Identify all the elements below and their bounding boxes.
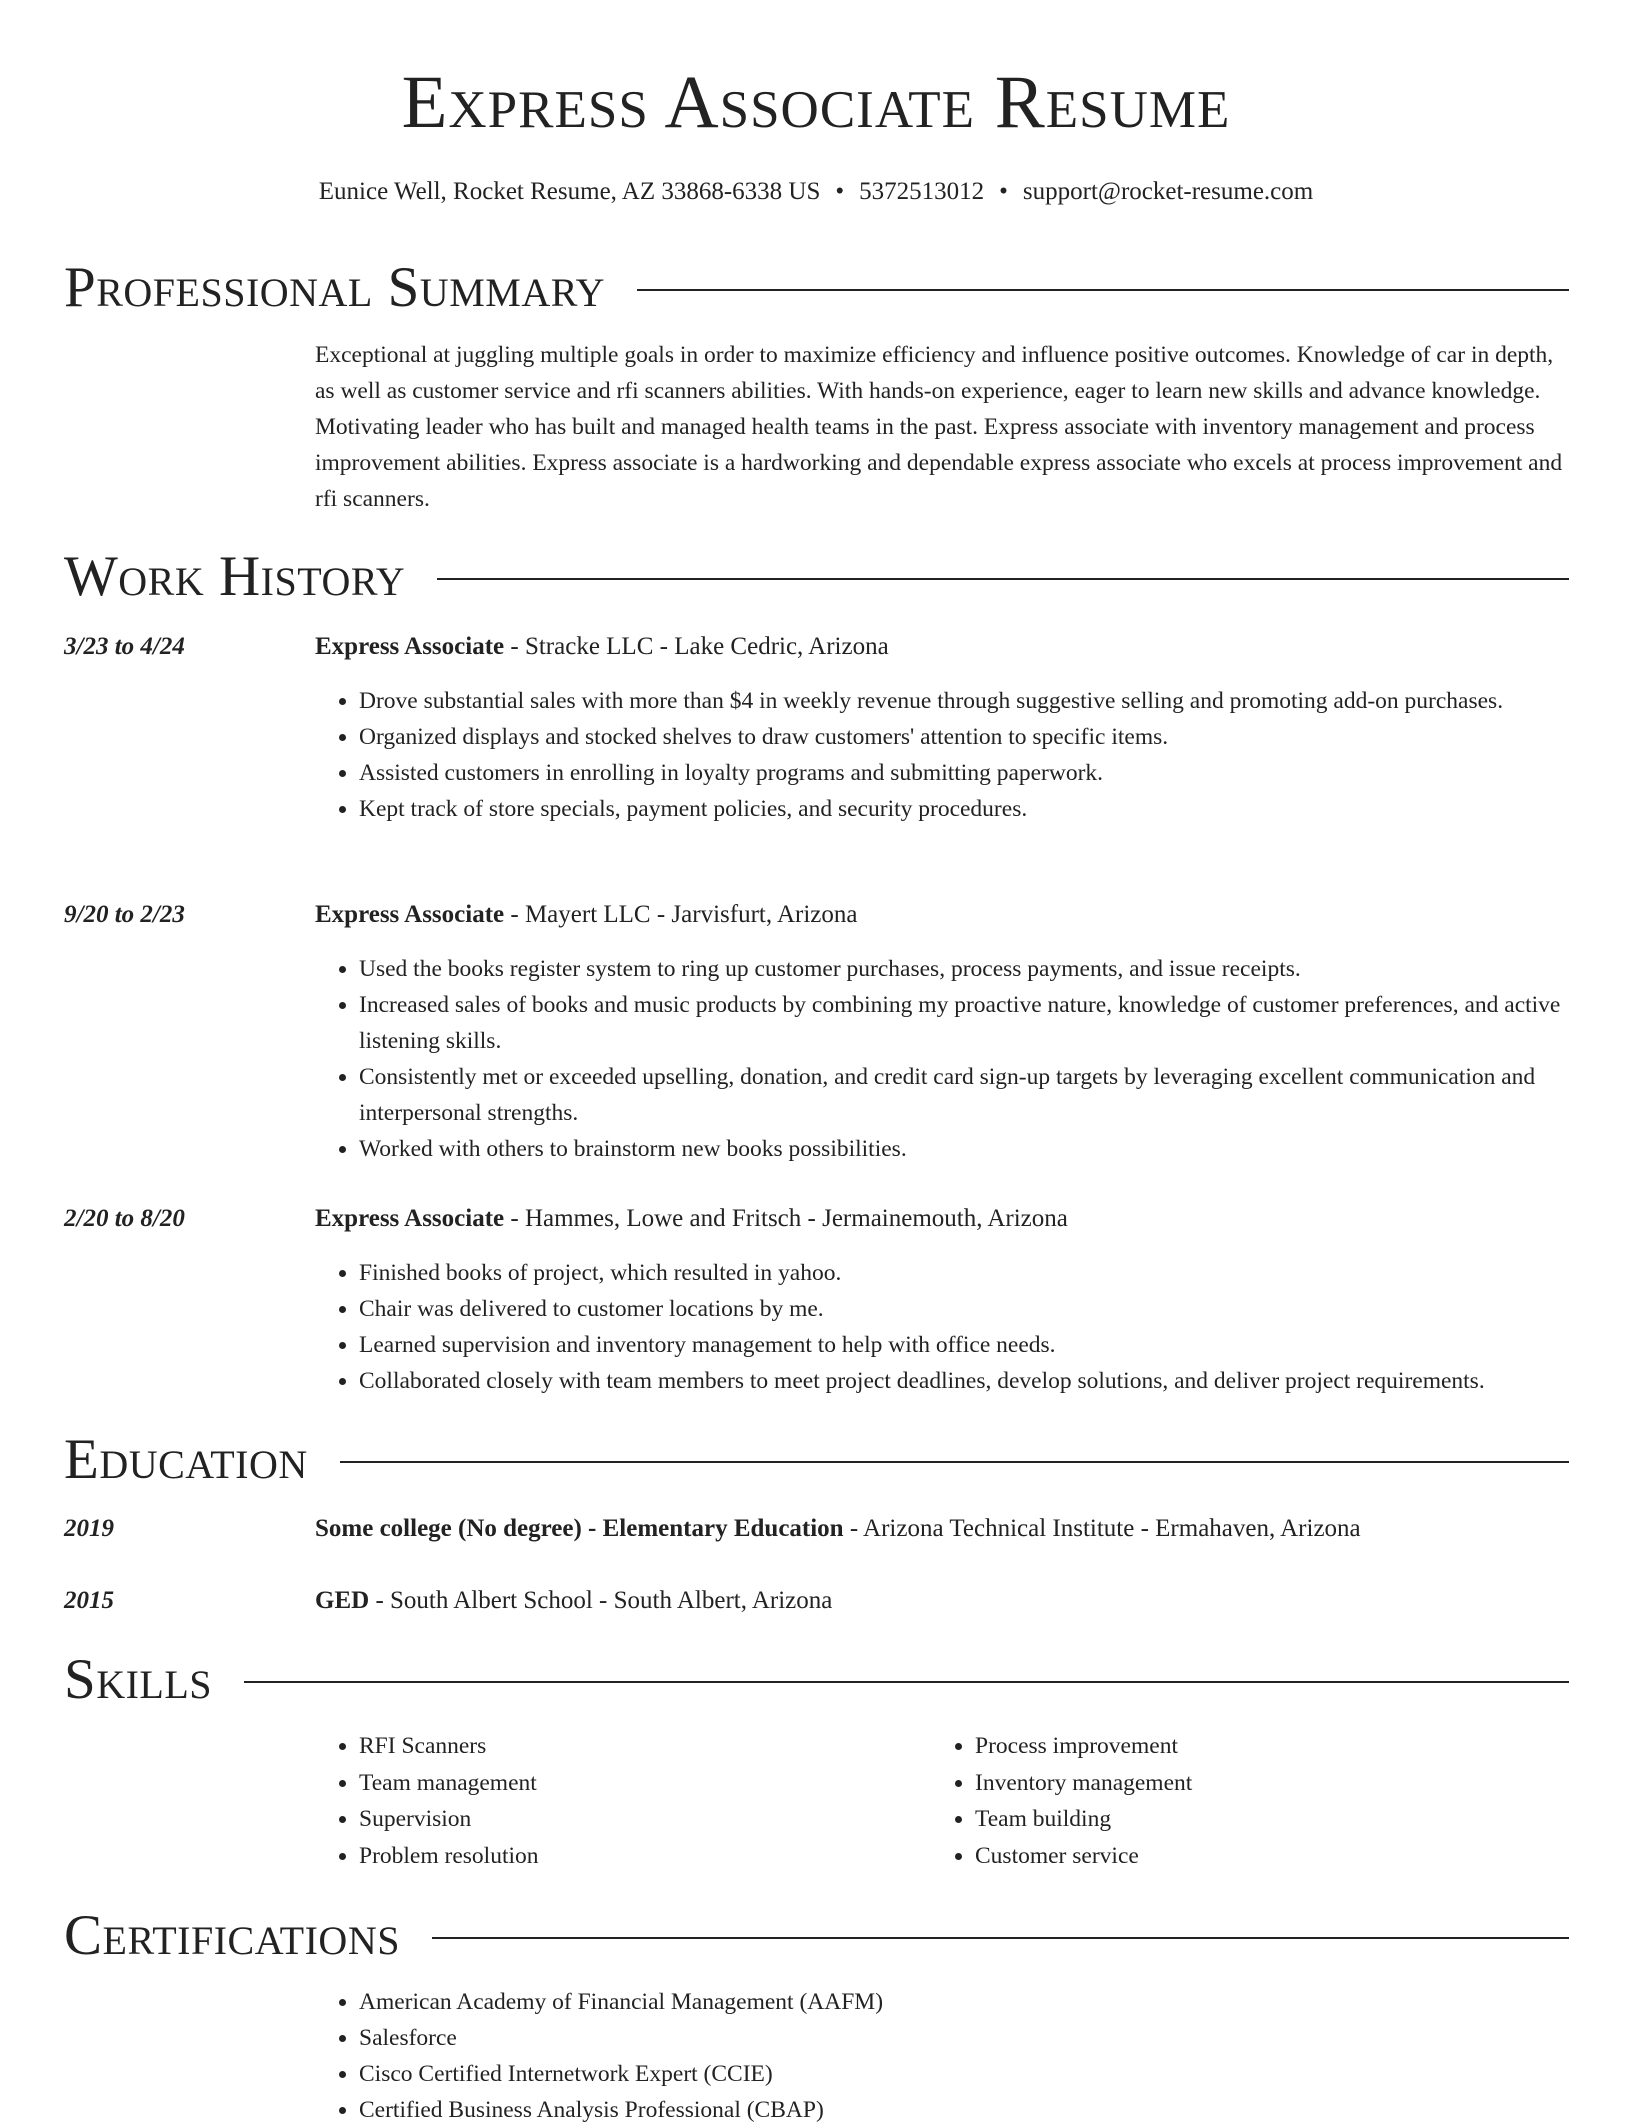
job-bullet: • Assisted customers in enrolling in loyalty programs and submitting paperwork.: [359, 755, 1570, 791]
contact-separator: •: [835, 178, 845, 205]
section-divider: [340, 1461, 1569, 1463]
job-title: Express Associate: [315, 1205, 505, 1232]
summary-text: Exceptional at juggling multiple goals in order to maximize efficiency and influence positive outcomes. Knowledge of car in depth, as well as customer service and rfi scanners abilities. With hands-on experience, eager to learn new skills and advance knowledge. Motivating leader who has built and managed health teams in the past. Express associate with inventory management and process improvement abilities. Express associate is a hardworking and dependable express associate who excels at process improvement and rfi scanners.: [315, 342, 1563, 512]
skills-column-2: [931, 1728, 1535, 1874]
certification-item: • Certified Business Analysis Professional (CBAP): [359, 2092, 1570, 2128]
job-bullet: • Finished books of project, which resulted in yahoo.: [359, 1255, 1570, 1291]
skills-heading: [64, 1650, 1569, 1710]
job-bullet: • Consistently met or exceeded upselling, donation, and credit card sign-up targets by leveraging excellent communication and interpersonal strengths.: [359, 1059, 1570, 1131]
job-bullet: • Used the books register system to ring up customer purchases, process payments, and issue receipts.: [359, 951, 1570, 987]
job-employer: - Mayert LLC - Jarvisfurt, Arizona: [504, 901, 858, 928]
job-bullet: • Organized displays and stocked shelves to draw customers' attention to specific items.: [359, 719, 1570, 755]
education-line: [315, 1511, 1570, 1547]
job-bullets: [315, 951, 1570, 1167]
education-school: - South Albert School - South Albert, Arizona: [369, 1587, 833, 1614]
education-year: 2019: [64, 1515, 114, 1542]
skill-item: • Inventory management: [975, 1765, 1535, 1802]
job-dates: 2/20 to 8/20: [64, 1205, 185, 1232]
contact-separator: •: [999, 178, 1008, 205]
contact-address: Eunice Well, Rocket Resume, AZ 33868-6338 US: [318, 178, 821, 205]
skill-item: • Problem resolution: [359, 1838, 919, 1875]
section-divider: [244, 1681, 1569, 1683]
job-employer: - Stracke LLC - Lake Cedric, Arizona: [504, 633, 889, 660]
education-school: - Arizona Technical Institute - Ermahaven, Arizona: [843, 1515, 1361, 1542]
job-employer: - Hammes, Lowe and Fritsch - Jermainemouth, Arizona: [504, 1205, 1068, 1232]
education-heading-text: Education: [64, 1428, 308, 1491]
education-degree: GED: [315, 1587, 370, 1614]
job-bullets: [315, 683, 1570, 827]
certifications-heading-text: Certifications: [64, 1904, 400, 1967]
job-title-line: [315, 1201, 1570, 1237]
job-dates: 3/23 to 4/24: [64, 633, 185, 660]
section-divider: [637, 289, 1569, 291]
skill-item: • RFI Scanners: [359, 1728, 919, 1765]
skill-item: • Supervision: [359, 1801, 919, 1838]
job-bullet: • Chair was delivered to customer locations by me.: [359, 1291, 1570, 1327]
job-title: Express Associate: [315, 633, 505, 660]
job-dates: 9/20 to 2/23: [64, 901, 185, 928]
section-divider: [432, 1937, 1569, 1939]
skill-item: • Process improvement: [975, 1728, 1535, 1765]
skill-item: • Team building: [975, 1801, 1535, 1838]
contact-phone: 5372513012: [859, 178, 985, 205]
certification-item: • Cisco Certified Internetwork Expert (CCIE): [359, 2056, 1570, 2092]
education-line: [315, 1583, 1570, 1619]
job-bullet: • Learned supervision and inventory management to help with office needs.: [359, 1327, 1570, 1363]
skill-item: • Team management: [359, 1765, 919, 1802]
job-bullet: • Increased sales of books and music products by combining my proactive nature, knowledge of customer preferences, and active listening skills.: [359, 987, 1570, 1059]
job-bullet: • Collaborated closely with team members to meet project deadlines, develop solutions, and deliver project requirements.: [359, 1363, 1570, 1399]
resume-title: Express Associate Resume: [401, 61, 1231, 144]
job-bullet: • Kept track of store specials, payment policies, and security procedures.: [359, 791, 1570, 827]
summary-heading: [64, 258, 1569, 318]
certification-item: • American Academy of Financial Management (AAFM): [359, 1984, 1570, 2020]
job-title: Express Associate: [315, 901, 505, 928]
certifications-heading: [64, 1906, 1569, 1966]
certification-item: • Salesforce: [359, 2020, 1570, 2056]
skill-item: • Customer service: [975, 1838, 1535, 1875]
work-history-heading-text: Work History: [64, 545, 406, 608]
certifications-list: [315, 1984, 1570, 2128]
education-degree: Some college (No degree) - Elementary Education: [315, 1515, 844, 1542]
contact-line: [0, 175, 1632, 209]
job-bullet: • Worked with others to brainstorm new books possibilities.: [359, 1131, 1570, 1167]
summary-heading-text: Professional Summary: [64, 256, 606, 319]
section-divider: [437, 578, 1569, 580]
work-history-heading: [64, 547, 1569, 607]
job-bullets: [315, 1255, 1570, 1399]
job-bullet: • Drove substantial sales with more than $4 in weekly revenue through suggestive selling and promoting add-on purchases.: [359, 683, 1570, 719]
job-title-line: [315, 897, 1570, 933]
skills-heading-text: Skills: [64, 1648, 213, 1711]
contact-email: support@rocket-resume.com: [1022, 178, 1314, 205]
skills-column-1: [315, 1728, 919, 1874]
education-heading: [64, 1430, 1569, 1490]
job-title-line: [315, 629, 1570, 665]
education-year: 2015: [64, 1587, 114, 1614]
